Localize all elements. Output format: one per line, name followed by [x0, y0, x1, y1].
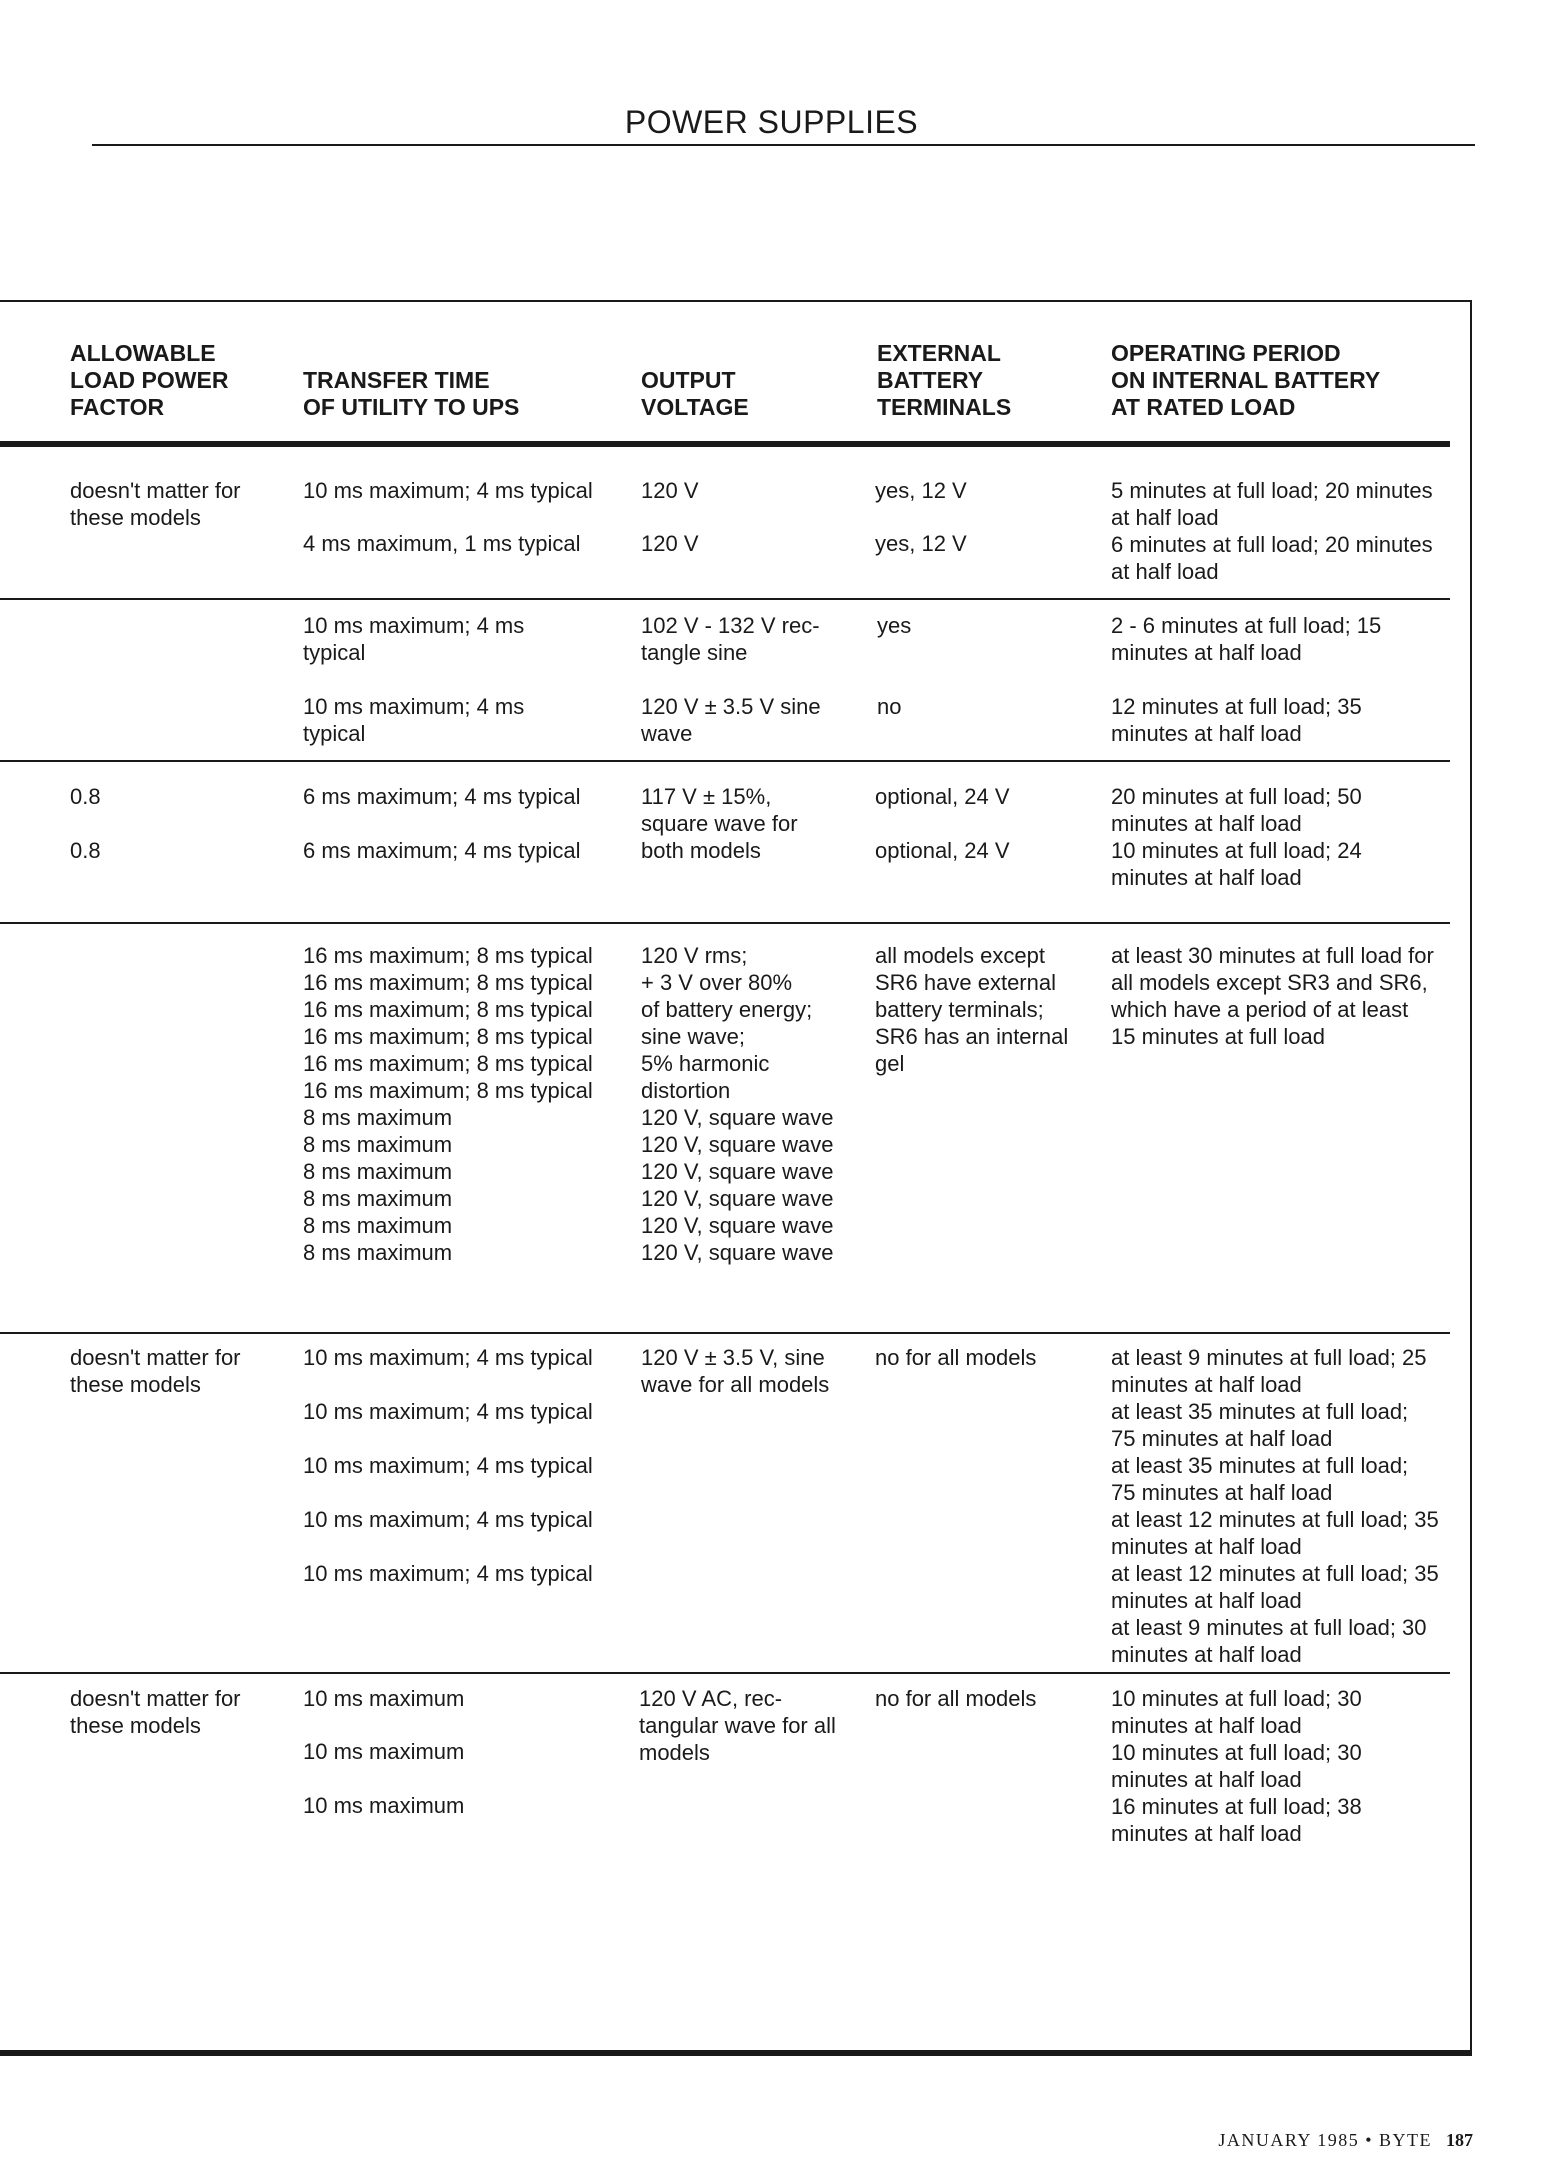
- table-cell: 10 ms maximum; 4 ms typical: [303, 1507, 593, 1532]
- table-cell: 10 ms maximum; 4 ms typical: [303, 1453, 593, 1478]
- group-divider: [0, 1332, 1450, 1334]
- table-cell: no: [877, 694, 902, 719]
- group-divider: [0, 598, 1450, 600]
- table-cell: 10 minutes at full load; 30 minutes at half load 10 minutes at full load; 30 minutes at half load 16 minutes at full load; 38 minutes at half load: [1111, 1686, 1362, 1846]
- table-cell: 10 ms maximum; 4 ms typical: [303, 1345, 593, 1370]
- table-cell: no for all models: [875, 1345, 1037, 1370]
- table-cell: 120 V: [641, 531, 699, 556]
- table-cell: 2 - 6 minutes at full load; 15 minutes at half load: [1111, 613, 1382, 665]
- page-number: 187: [1446, 2130, 1473, 2150]
- table-cell: 6 ms maximum; 4 ms typical: [303, 838, 581, 863]
- header-output-voltage: OUTPUT VOLTAGE: [641, 367, 749, 420]
- table-cell: 120 V rms; + 3 V over 80% of battery energy; sine wave; 5% harmonic distortion 120 V, square wave 120 V, square wave 120 V, square wave 120 V, square wave 120 V, square wave 120 V, square wave: [641, 943, 834, 1265]
- running-head: POWER SUPPLIES: [624, 104, 919, 140]
- table-cell: 10 ms maximum; 4 ms typical: [303, 1561, 593, 1586]
- table-cell: at least 9 minutes at full load; 25 minutes at half load at least 35 minutes at full load; 75 minutes at half load at least 35 minutes at full load; 75 minutes at half load at least 12 minutes at full load; 35 minutes at half load at least 12 minutes at full load; 35 minutes at half load at least 9 minutes at full load; 30 minutes at half load: [1111, 1345, 1439, 1667]
- header-bottom-rule: [0, 441, 1450, 447]
- footer-issue: JANUARY 1985 • BYTE: [1218, 2130, 1432, 2150]
- table-cell: 120 V: [641, 478, 699, 503]
- table-cell: optional, 24 V: [875, 838, 1010, 863]
- table-cell: doesn't matter for these models: [70, 478, 241, 530]
- table-cell: optional, 24 V: [875, 784, 1010, 809]
- table-cell: yes: [877, 613, 912, 638]
- table-cell: 10 ms maximum: [303, 1686, 465, 1711]
- page-footer: [1218, 2130, 1473, 2151]
- table-cell: 0.8: [70, 838, 101, 863]
- table-cell: 5 minutes at full load; 20 minutes at half load 6 minutes at full load; 20 minutes at half load: [1111, 478, 1433, 584]
- table-cell: 117 V ± 15%, square wave for both models: [641, 784, 798, 863]
- table-cell: at least 30 minutes at full load for all models except SR3 and SR6, which have a period of at least 15 minutes at full load: [1111, 943, 1434, 1049]
- table-cell: 0.8: [70, 784, 101, 809]
- table-cell: 10 ms maximum; 4 ms typical: [303, 613, 525, 665]
- table-cell: 102 V - 132 V rec- tangle sine: [641, 613, 820, 665]
- table-cell: no for all models: [875, 1686, 1037, 1711]
- table-cell: 20 minutes at full load; 50 minutes at half load 10 minutes at full load; 24 minutes at half load: [1111, 784, 1362, 890]
- table-cell: doesn't matter for these models: [70, 1686, 241, 1738]
- table-cell: 10 ms maximum; 4 ms typical: [303, 478, 593, 503]
- header-operating-period: OPERATING PERIOD ON INTERNAL BATTERY AT RATED LOAD: [1111, 340, 1381, 420]
- table-cell: 120 V AC, rec- tangular wave for all models: [639, 1686, 836, 1765]
- header-load-power-factor: ALLOWABLE LOAD POWER FACTOR: [70, 340, 229, 420]
- table-cell: 10 ms maximum: [303, 1793, 465, 1818]
- table-cell: 16 ms maximum; 8 ms typical 16 ms maximum; 8 ms typical 16 ms maximum; 8 ms typical 16 ms maximum; 8 ms typical 16 ms maximum; 8 ms typical 16 ms maximum; 8 ms typical 8 ms maximum 8 ms maximum 8 ms maximum 8 ms maximum 8 ms maximum 8 ms maximum: [303, 943, 593, 1265]
- table-cell: yes, 12 V: [875, 531, 967, 556]
- group-divider: [0, 922, 1450, 924]
- table-cell: 120 V ± 3.5 V sine wave: [641, 694, 821, 746]
- group-divider: [0, 1672, 1450, 1674]
- table-cell: all models except SR6 have external battery terminals; SR6 has an internal gel: [875, 943, 1069, 1076]
- table-cell: 10 ms maximum; 4 ms typical: [303, 694, 525, 746]
- table-cell: yes, 12 V: [875, 478, 967, 503]
- group-divider: [0, 760, 1450, 762]
- table-cell: doesn't matter for these models: [70, 1345, 241, 1397]
- table-cell: 10 ms maximum: [303, 1739, 465, 1764]
- table-cell: 12 minutes at full load; 35 minutes at half load: [1111, 694, 1362, 746]
- header-rule: [92, 144, 1475, 146]
- table-cell: 120 V ± 3.5 V, sine wave for all models: [641, 1345, 830, 1397]
- table-cell: 6 ms maximum; 4 ms typical: [303, 784, 581, 809]
- table-cell: 4 ms maximum, 1 ms typical: [303, 531, 581, 556]
- table-cell: 10 ms maximum; 4 ms typical: [303, 1399, 593, 1424]
- header-external-battery: EXTERNAL BATTERY TERMINALS: [877, 340, 1012, 420]
- header-transfer-time: TRANSFER TIME OF UTILITY TO UPS: [303, 367, 520, 420]
